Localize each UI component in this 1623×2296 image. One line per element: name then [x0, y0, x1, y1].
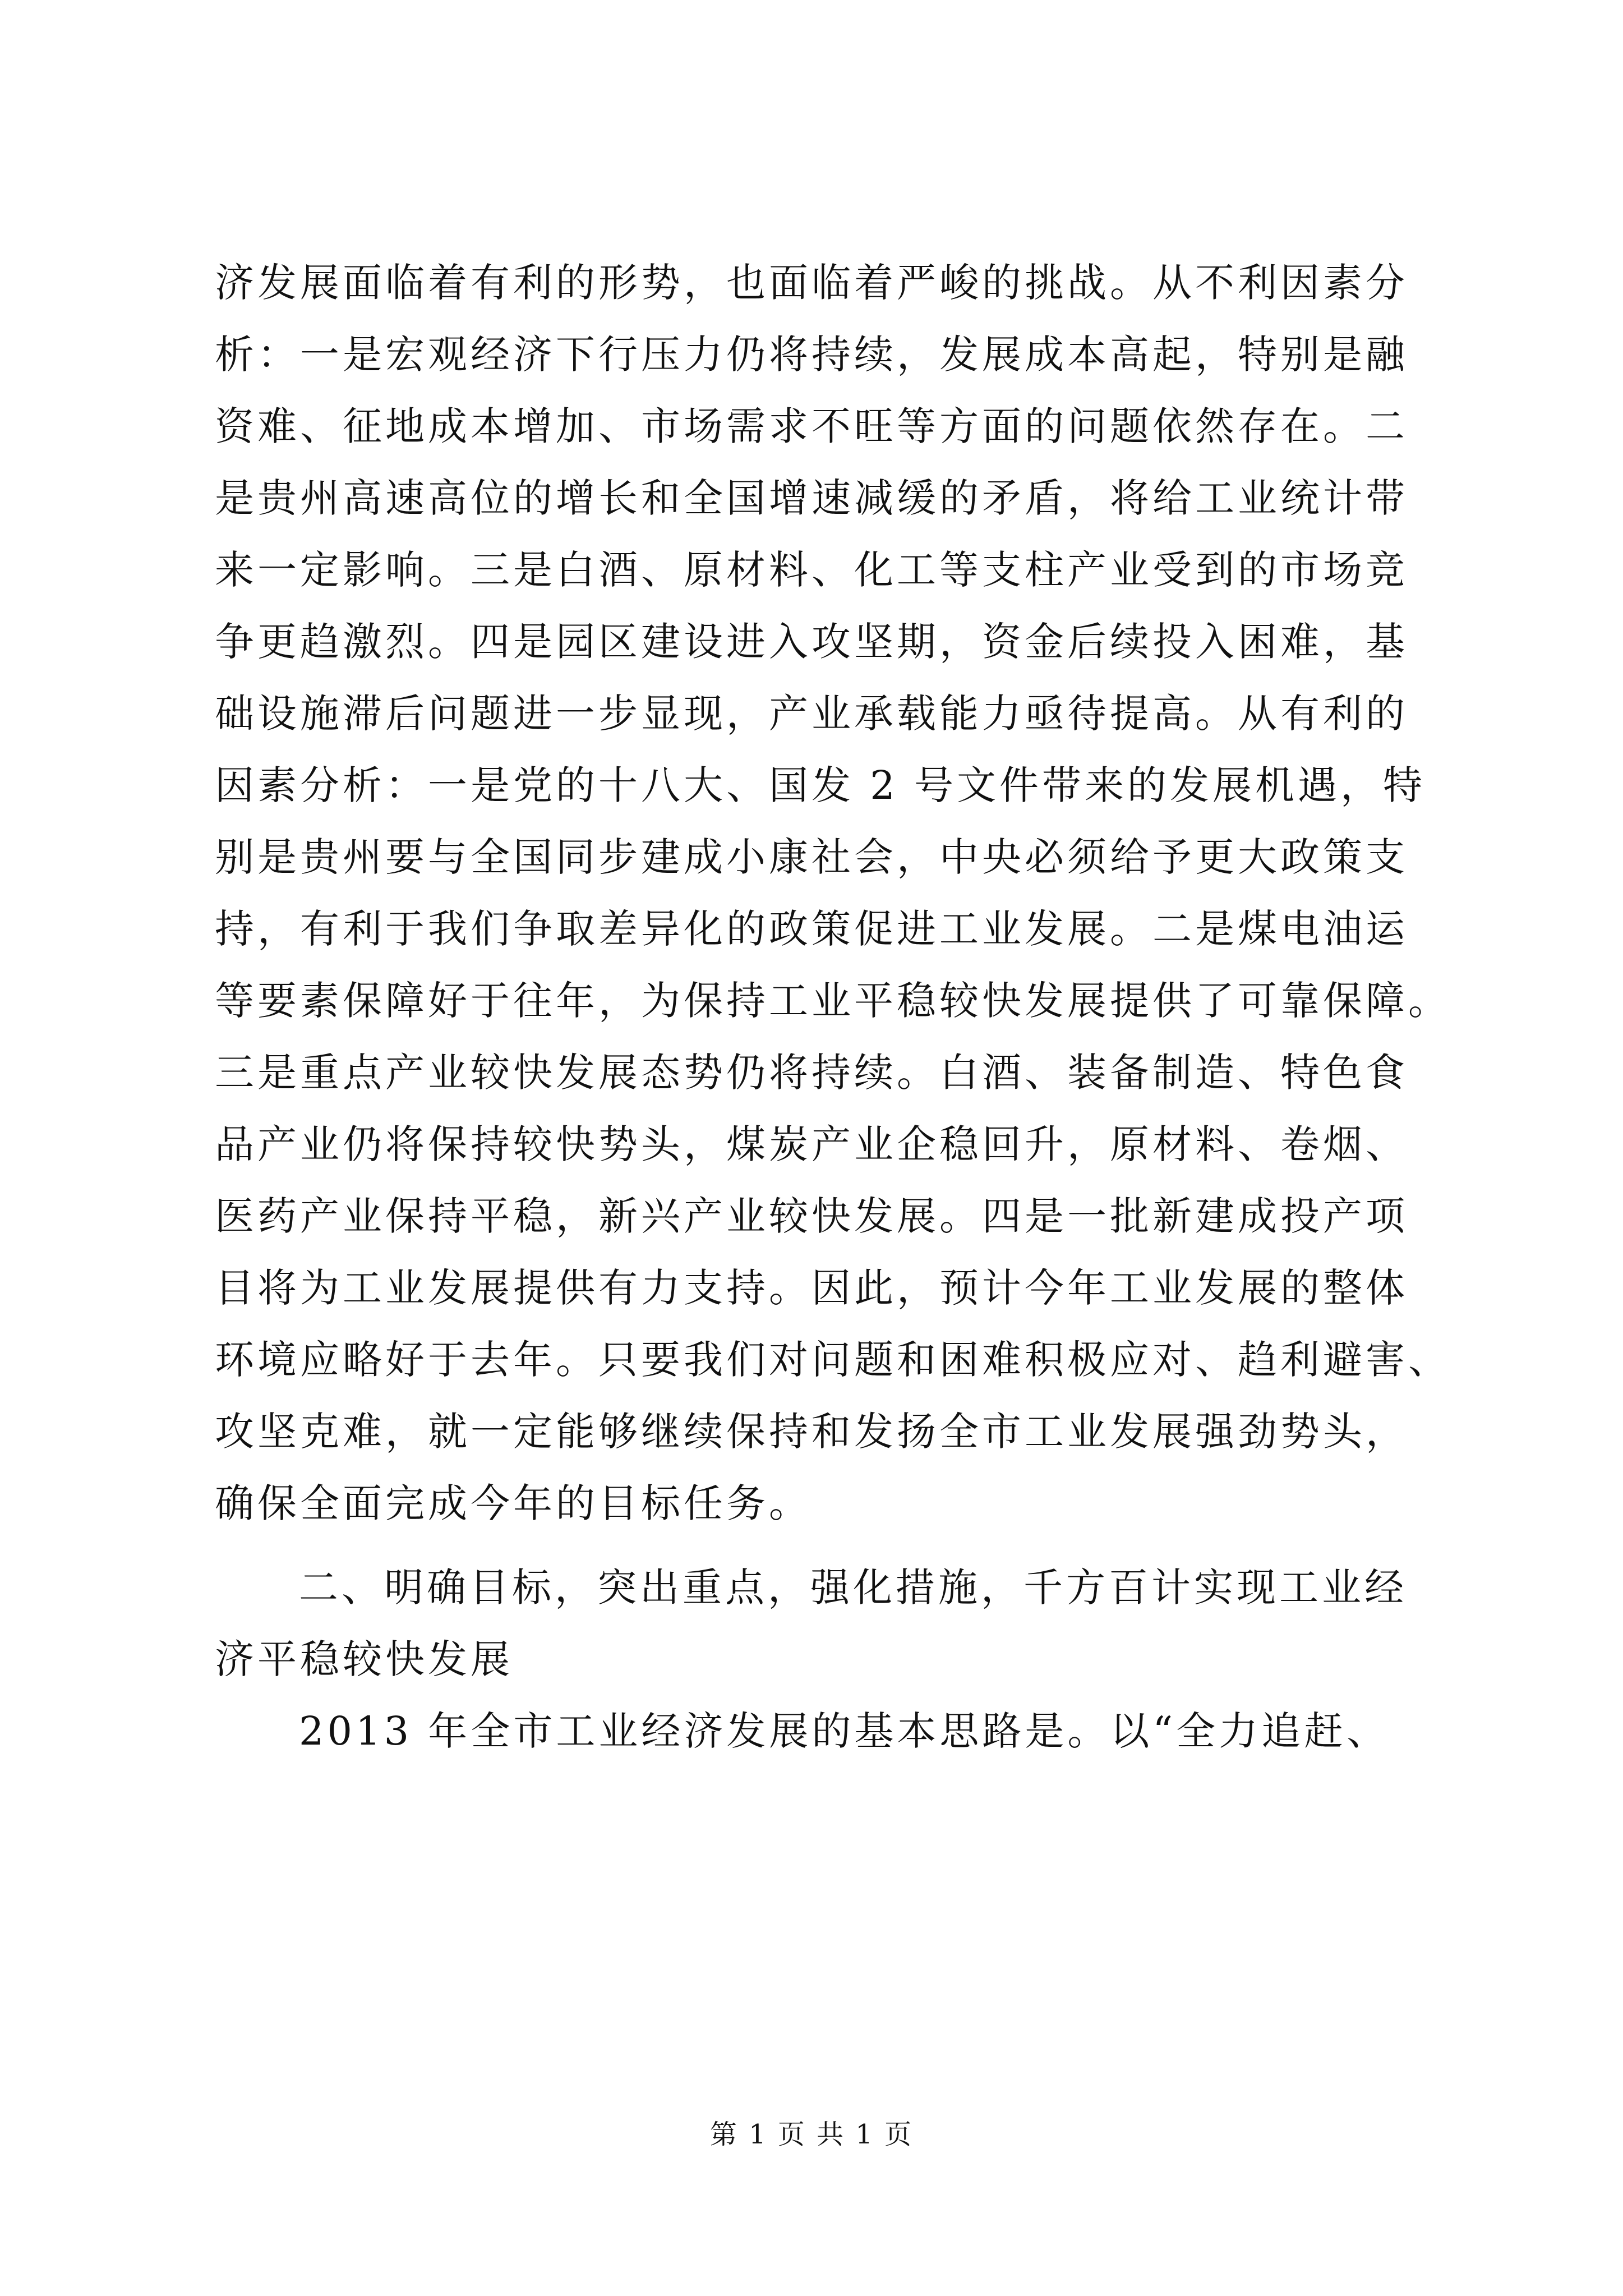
text-line: 础设施滞后问题进一步显现，产业承载能力亟待提高。从有利的: [215, 691, 1408, 737]
text-line: 来一定影响。三是白酒、原材料、化工等支柱产业受到的市场竞: [215, 547, 1408, 593]
text-line: 别是贵州要与全国同步建成小康社会，中央必须给予更大政策支: [215, 834, 1408, 880]
text-line: 确保全面完成今年的目标任务。: [215, 1480, 811, 1526]
text-line: 是贵州高速高位的增长和全国增速减缓的矛盾，将给工业统计带: [215, 475, 1408, 521]
text-line: 三是重点产业较快发展态势仍将持续。白酒、装备制造、特色食: [215, 1050, 1408, 1096]
text-line: 析：一是宏观经济下行压力仍将持续，发展成本高起，特别是融: [215, 332, 1408, 378]
text-line: 品产业仍将保持较快势头，煤炭产业企稳回升，原材料、卷烟、: [215, 1121, 1408, 1167]
text-line: 攻坚克难，就一定能够继续保持和发扬全市工业发展强劲势头，: [215, 1409, 1408, 1455]
text-line: 济发展面临着有利的形势，也面临着严峻的挑战。从不利因素分: [215, 260, 1408, 306]
document-body: [215, 247, 1451, 1767]
text-line: 等要素保障好于往年，为保持工业平稳较快发展提供了可靠保障。: [215, 978, 1451, 1024]
section-heading-continued: 济平稳较快发展: [215, 1636, 513, 1682]
text-line: 持，有利于我们争取差异化的政策促进工业发展。二是煤电油运: [215, 906, 1408, 952]
paragraph-start: 2013 年全市工业经济发展的基本思路是。以“全力追赶、: [299, 1708, 1390, 1754]
text-line: 目将为工业发展提供有力支持。因此，预计今年工业发展的整体: [215, 1265, 1408, 1311]
text-line: 资难、征地成本增加、市场需求不旺等方面的问题依然存在。二: [215, 403, 1408, 449]
text-line: 因素分析：一是党的十八大、国发 2 号文件带来的发展机遇，特: [215, 762, 1426, 808]
page-footer: 第 1 页 共 1 页: [709, 2119, 914, 2150]
section-heading: 二、明确目标，突出重点，强化措施，千方百计实现工业经: [299, 1565, 1407, 1611]
text-line: 争更趋激烈。四是园区建设进入攻坚期，资金后续投入困难，基: [215, 619, 1408, 665]
text-line: 医药产业保持平稳，新兴产业较快发展。四是一批新建成投产项: [215, 1193, 1408, 1239]
text-line: 环境应略好于去年。只要我们对问题和困难积极应对、趋利避害、: [215, 1337, 1451, 1383]
